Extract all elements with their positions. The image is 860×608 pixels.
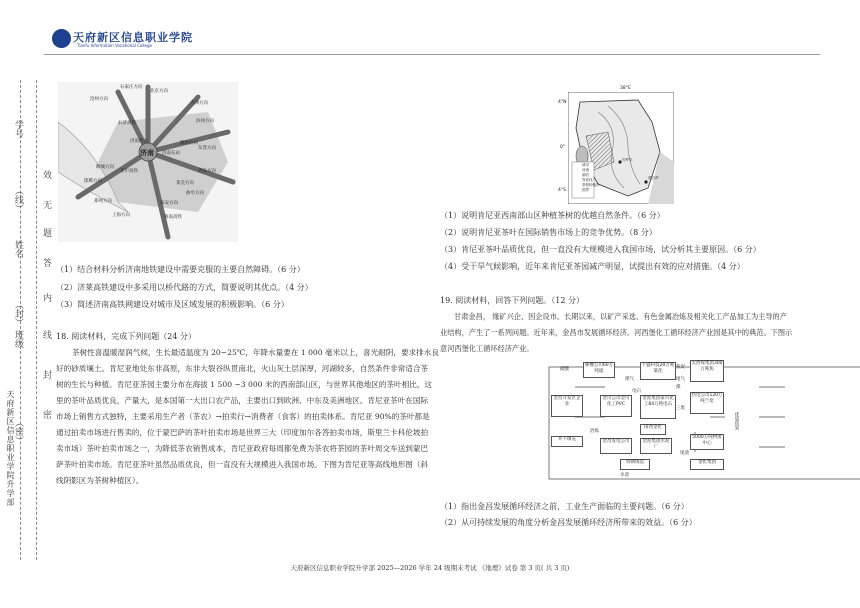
passage-line: 茶树性喜温暖湿润气候，生长最适温度为 20~25℃，年降水量要在 1 000 毫米以上，喜光耐阴，要求排水良: [72, 348, 439, 357]
field-class: 班级: [13, 330, 23, 348]
legend-item: 茶树种植区: [582, 183, 600, 187]
flow-box-sulfur: 索橡公司60万吨硫: [583, 362, 615, 378]
flow-box-chlorination: 千盛科技20万吨氯化: [640, 362, 676, 380]
question-18-passage: [56, 345, 439, 489]
seal-char: 封: [41, 370, 51, 379]
question-19-1: （1）指出金昌发展循环经济之前，工业生产面临的主要问题。（6 分）: [440, 502, 689, 511]
flow-label: 煤: [676, 385, 681, 390]
flow-box-cement: 金泥集团水泥厂: [640, 438, 672, 454]
map-lat-label: 0°: [560, 145, 566, 150]
passage-line: 意河西堡化工循环经济产业。: [440, 344, 534, 353]
school-logo-icon: [52, 29, 71, 48]
field-name: 姓名: [13, 240, 23, 258]
question-17-3: （3）简述济南高铁网建设对城市及区域发展的积极影响。（6 分）: [56, 300, 289, 309]
seal-char: 效: [41, 170, 51, 179]
map-direction-label: 莱芜方向: [176, 181, 194, 186]
legend-item: 城市: [582, 163, 589, 167]
jinan-rail-map: [58, 82, 238, 242]
flow-box-pvc: 金川公司金川化工PVC: [600, 395, 632, 417]
flow-box-power: 金昌发电公司: [600, 438, 632, 454]
legend-item: 国界: [582, 188, 589, 192]
binding-line-inner: [36, 80, 37, 560]
legend-item: 等高线: [582, 178, 593, 182]
flow-box-backfill: 井下填充: [551, 436, 583, 447]
seal-secret-mark: （密）: [13, 418, 23, 445]
map-direction-label: 北京方向: [150, 89, 168, 94]
map-direction-label: 济南东站: [162, 151, 180, 156]
map-direction-label: 青岛方向: [198, 169, 216, 174]
binding-caption: 天府新区信息职业学院升学部: [6, 390, 15, 507]
flow-label: 三废: [676, 406, 685, 411]
map-direction-label: 鲁南高铁: [164, 215, 182, 220]
header-divider: [44, 54, 820, 55]
map-direction-label: 泰安方向: [160, 201, 178, 206]
map-direction-label: 邯郸方向: [84, 179, 102, 184]
map-city-label: 济南: [140, 149, 154, 157]
map-direction-label: 滨州方向: [196, 119, 214, 124]
school-name-en: Tianfu Information Vocational College: [77, 43, 153, 48]
flow-label: 煤气: [625, 377, 634, 382]
question-19-title: 19. 阅读材料，回答下列问题。（12 分）: [440, 296, 584, 305]
flow-label: 优质焦炭: [734, 412, 739, 430]
map-city-label: 内罗毕: [622, 158, 633, 162]
map-direction-label: 石济高铁: [118, 121, 136, 126]
map-direction-label: 石家庄方向: [120, 85, 143, 90]
seal-char: 无: [41, 200, 51, 209]
question-19-2: （2）从可持续发展的角度分析金昌发展循环经济所带来的效益。（6 分）: [440, 518, 697, 527]
map-lat-label: 4°S: [558, 188, 566, 193]
flow-label: 尾渣: [680, 451, 689, 456]
flow-box-semi-coke: 热电公司120万吨兰炭: [690, 392, 724, 414]
field-student-id: 学号: [13, 120, 23, 138]
passage-line: 业结构，产生了一系列问题。近年来，金昌市发展循环经济。河西堡化工循环经济产业园是其中的典范。下图示: [440, 328, 793, 337]
map-direction-label: 曲阜方向: [186, 191, 204, 196]
question-18-3: （3）肯尼亚茶叶品质优良，但一直没有大规模进入我国市场，试分析其主要原因。（6 分）: [440, 245, 761, 254]
passage-line: 甘肃金昌， 缘矿兴企、因企设市。长期以来，以矿产采选、有色金属冶炼及相关化工产品加工为主导的产: [454, 312, 787, 321]
passage-line: 树的生长与种植。肯尼亚茶园主要分布在海拔 1 500 ~3 000 米的西南部山区，与世界其他地区的茶叶相比，这: [56, 380, 433, 389]
passage-line: 好的砂质壤土。肯尼亚地处东非高原，东非大裂谷纵贯南北，火山灰土层深厚，河湖较多，自然条件非常适合茶: [56, 364, 429, 373]
map-direction-label: 潍坊方向: [180, 141, 198, 146]
flow-box-logistics: 5000万吨物流中心: [690, 434, 724, 450]
question-18-2: （2）说明肯尼亚茶叶在国际销售市场上的竞争优势。（8 分）: [440, 228, 657, 237]
flow-box-coke: 太西煤集团300万吨焦: [690, 360, 724, 382]
school-name: 天府新区信息职业学院: [73, 31, 193, 44]
seal-char: 内: [41, 293, 51, 302]
seal-char: 题: [41, 228, 51, 237]
flow-box-guoxi: 国西金化: [640, 424, 666, 435]
map-port-label: 蒙巴萨: [648, 176, 659, 180]
question-19-passage: [440, 309, 820, 357]
passage-line: 线阴影区为茶树种植区）。: [56, 476, 144, 485]
passage-line: 市场上销售方式独特，主要采用生产者（茶农）→拍卖行→消费者（食客）的拍卖体系。肯尼亚 90%的茶叶都是: [56, 412, 430, 421]
passage-line: 通过拍卖市场进行售卖的，位于蒙巴萨的茶叶拍卖市场是世界三大（印度加尔各答拍卖市场，斯里兰卡科伦坡拍: [56, 428, 429, 437]
question-17-1: （1）结合材料分析济南地铁建设中需要克服的主要自然障碍。（6 分）: [56, 265, 305, 274]
map-direction-label: 沧州方向: [90, 97, 108, 102]
seal-char: 答: [41, 258, 51, 267]
map-direction-label: 郑州方向: [94, 199, 112, 204]
page-footer: 天府新区信息职业学院升学部 2025—2026 学年 24 级期末考试 《地理》试卷 第 3 页( 共 3 页): [290, 564, 570, 572]
question-17-2: （2）济莱高铁建设中多采用以桥代路的方式，简要说明其优点。（4 分）: [56, 283, 313, 292]
flow-label: 焦炭: [676, 365, 685, 370]
seal-seal-mark: （封）: [13, 300, 23, 327]
map-direction-label: 上海方向: [112, 213, 130, 218]
question-18-title: 18. 阅读材料，完成下列问题（24 分）: [56, 332, 196, 341]
passage-line: 卖市场）茶叶拍卖市场之一，为降低茶农销售成本，肯尼亚政府每周都免费为茶农将茶园的茶叶周交车送到蒙巴: [56, 444, 429, 453]
map-direction-label: 东营方向: [198, 146, 216, 151]
passage-line: 里的茶叶品质优良，产量大，是本国第一大出口农产品，主要出口到欧洲、中东及美洲地区。肯尼亚茶叶在国际: [56, 396, 429, 405]
seal-line-mark: （线）: [13, 186, 23, 213]
legend-item: 湖泊: [582, 173, 589, 177]
map-direction-label: 聊城方向: [96, 165, 114, 170]
flow-label: 硫酸: [560, 367, 569, 372]
map-meridian-label: 38°E: [620, 86, 631, 91]
flow-label: 尾气: [676, 377, 685, 382]
map-direction-label: 天津方向: [190, 101, 208, 106]
seal-char: 线: [41, 330, 51, 339]
flow-box-carbide: 金泥集团泰兴化工84万吨电石: [640, 395, 676, 419]
flow-label: 水渣: [620, 473, 629, 478]
question-18-4: （4）受干旱气候影响，近年来肯尼亚茶园减产明显，试提出有效的应对措施。（4 分）: [440, 262, 745, 271]
map-direction-label: 济南西站: [130, 139, 148, 144]
flow-box-jinhua: 金化集团: [690, 459, 724, 470]
passage-line: 萨茶叶拍卖市场。肯尼亚茶叶虽然品质优良，但一直没有大规模进入我国市场。下图为肯尼亚等高线地形图（斜: [56, 460, 429, 469]
flow-label: 电石: [632, 389, 641, 394]
flow-label: 冶炼: [590, 429, 599, 434]
flow-box-special-steel: 特钢铸造: [620, 459, 650, 470]
legend-item: 河流: [582, 168, 589, 172]
seal-char: 密: [41, 410, 51, 419]
flow-box-dev-zone: 金昌开发区企业: [551, 395, 583, 417]
map-direction-label: 京沪高铁: [120, 169, 138, 174]
question-18-1: （1）说明肯尼亚西南部山区种植茶树的优越自然条件。（6 分）: [440, 211, 665, 220]
map-lat-label: 4°N: [558, 100, 567, 105]
